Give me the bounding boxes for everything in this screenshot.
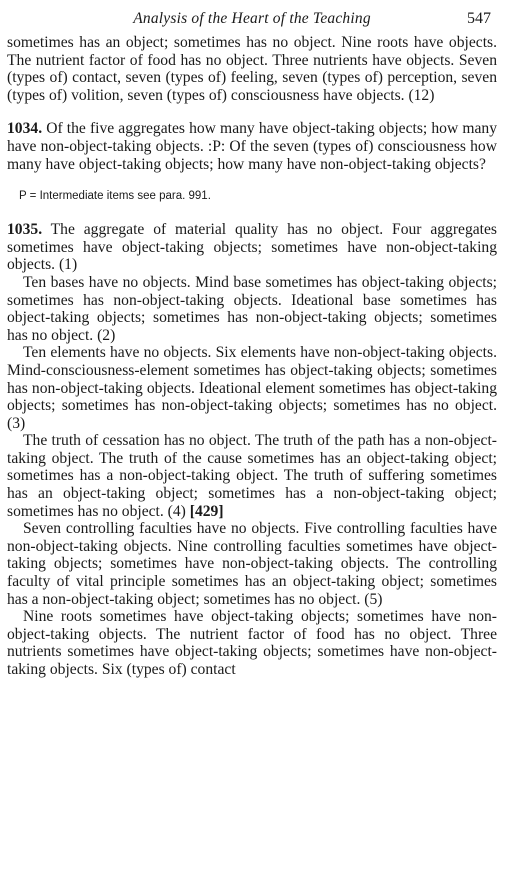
paragraph-number: 1035. [7, 221, 43, 239]
question-text: Of the five aggregates how many have object-taking objects; how many have non-object-taking objects. :P: Of the seven (types of) consciousness how many have object-taking objects; how many have non-object-taking objects? [7, 120, 497, 173]
page-reference: [429] [189, 502, 224, 520]
paragraph-continuation: sometimes has an object; sometimes has no object. Nine roots have objects. The nutrient factor of food has no object. Three nutrients have objects. Seven (types of) contact, seven (types of) feeling, seven (types of) perception, seven (types of) volition, seven (types of) consciousness have objects. (12) [7, 34, 497, 104]
paragraph-truths [7, 432, 497, 520]
page-header [7, 8, 497, 34]
answer-1035 [7, 221, 497, 274]
truths-text: The truth of cessation has no object. The truth of the path has a non-object-taking object. The truth of the cause sometimes has an object-taking object; sometimes has a non-object-taking object. The truth of suffering sometimes has an object-taking object; sometimes has a non-object-taking object; sometimes has no object. (4) [7, 432, 497, 520]
question-1034 [7, 120, 497, 173]
paragraph-faculties: Seven controlling faculties have no objects. Five controlling faculties have non-object-taking objects. Nine controlling faculties sometimes have object-taking objects; sometimes have non-object-taking objects. The controlling faculty of vital principle sometimes has an object-taking object; sometimes has a non-object-taking object; sometimes has no object. (5) [7, 520, 497, 608]
running-title: Analysis of the Heart of the Teaching [133, 10, 371, 27]
paragraph-bases: Ten bases have no objects. Mind base sometimes has object-taking objects; sometimes has non-object-taking objects. Ideational base sometimes has object-taking objects; sometimes has non-object-taking objects; sometimes has no object. (2) [7, 273, 497, 344]
answer-text: The aggregate of material quality has no object. Four aggregates sometimes have object-taking objects; sometimes have non-object-taking objects. (1) [7, 221, 497, 274]
paragraph-elements: Ten elements have no objects. Six elements have non-object-taking objects. Mind-consciousness-element sometimes has object-taking objects; sometimes has non-object-taking objects. Ideational element sometimes has object-taking objects; sometimes has non-object-taking objects; sometimes has no object. (3) [7, 344, 497, 432]
page-number: 547 [467, 10, 491, 27]
paragraph-number: 1034. [7, 120, 43, 138]
paragraph-roots: Nine roots sometimes have object-taking objects; sometimes have non-object-taking objects. The nutrient factor of food has no object. Three nutrients sometimes have object-taking objects; sometimes have non-object-taking objects. Six (types of) contact [7, 608, 497, 678]
footnote: P = Intermediate items see para. 991. [19, 190, 211, 203]
